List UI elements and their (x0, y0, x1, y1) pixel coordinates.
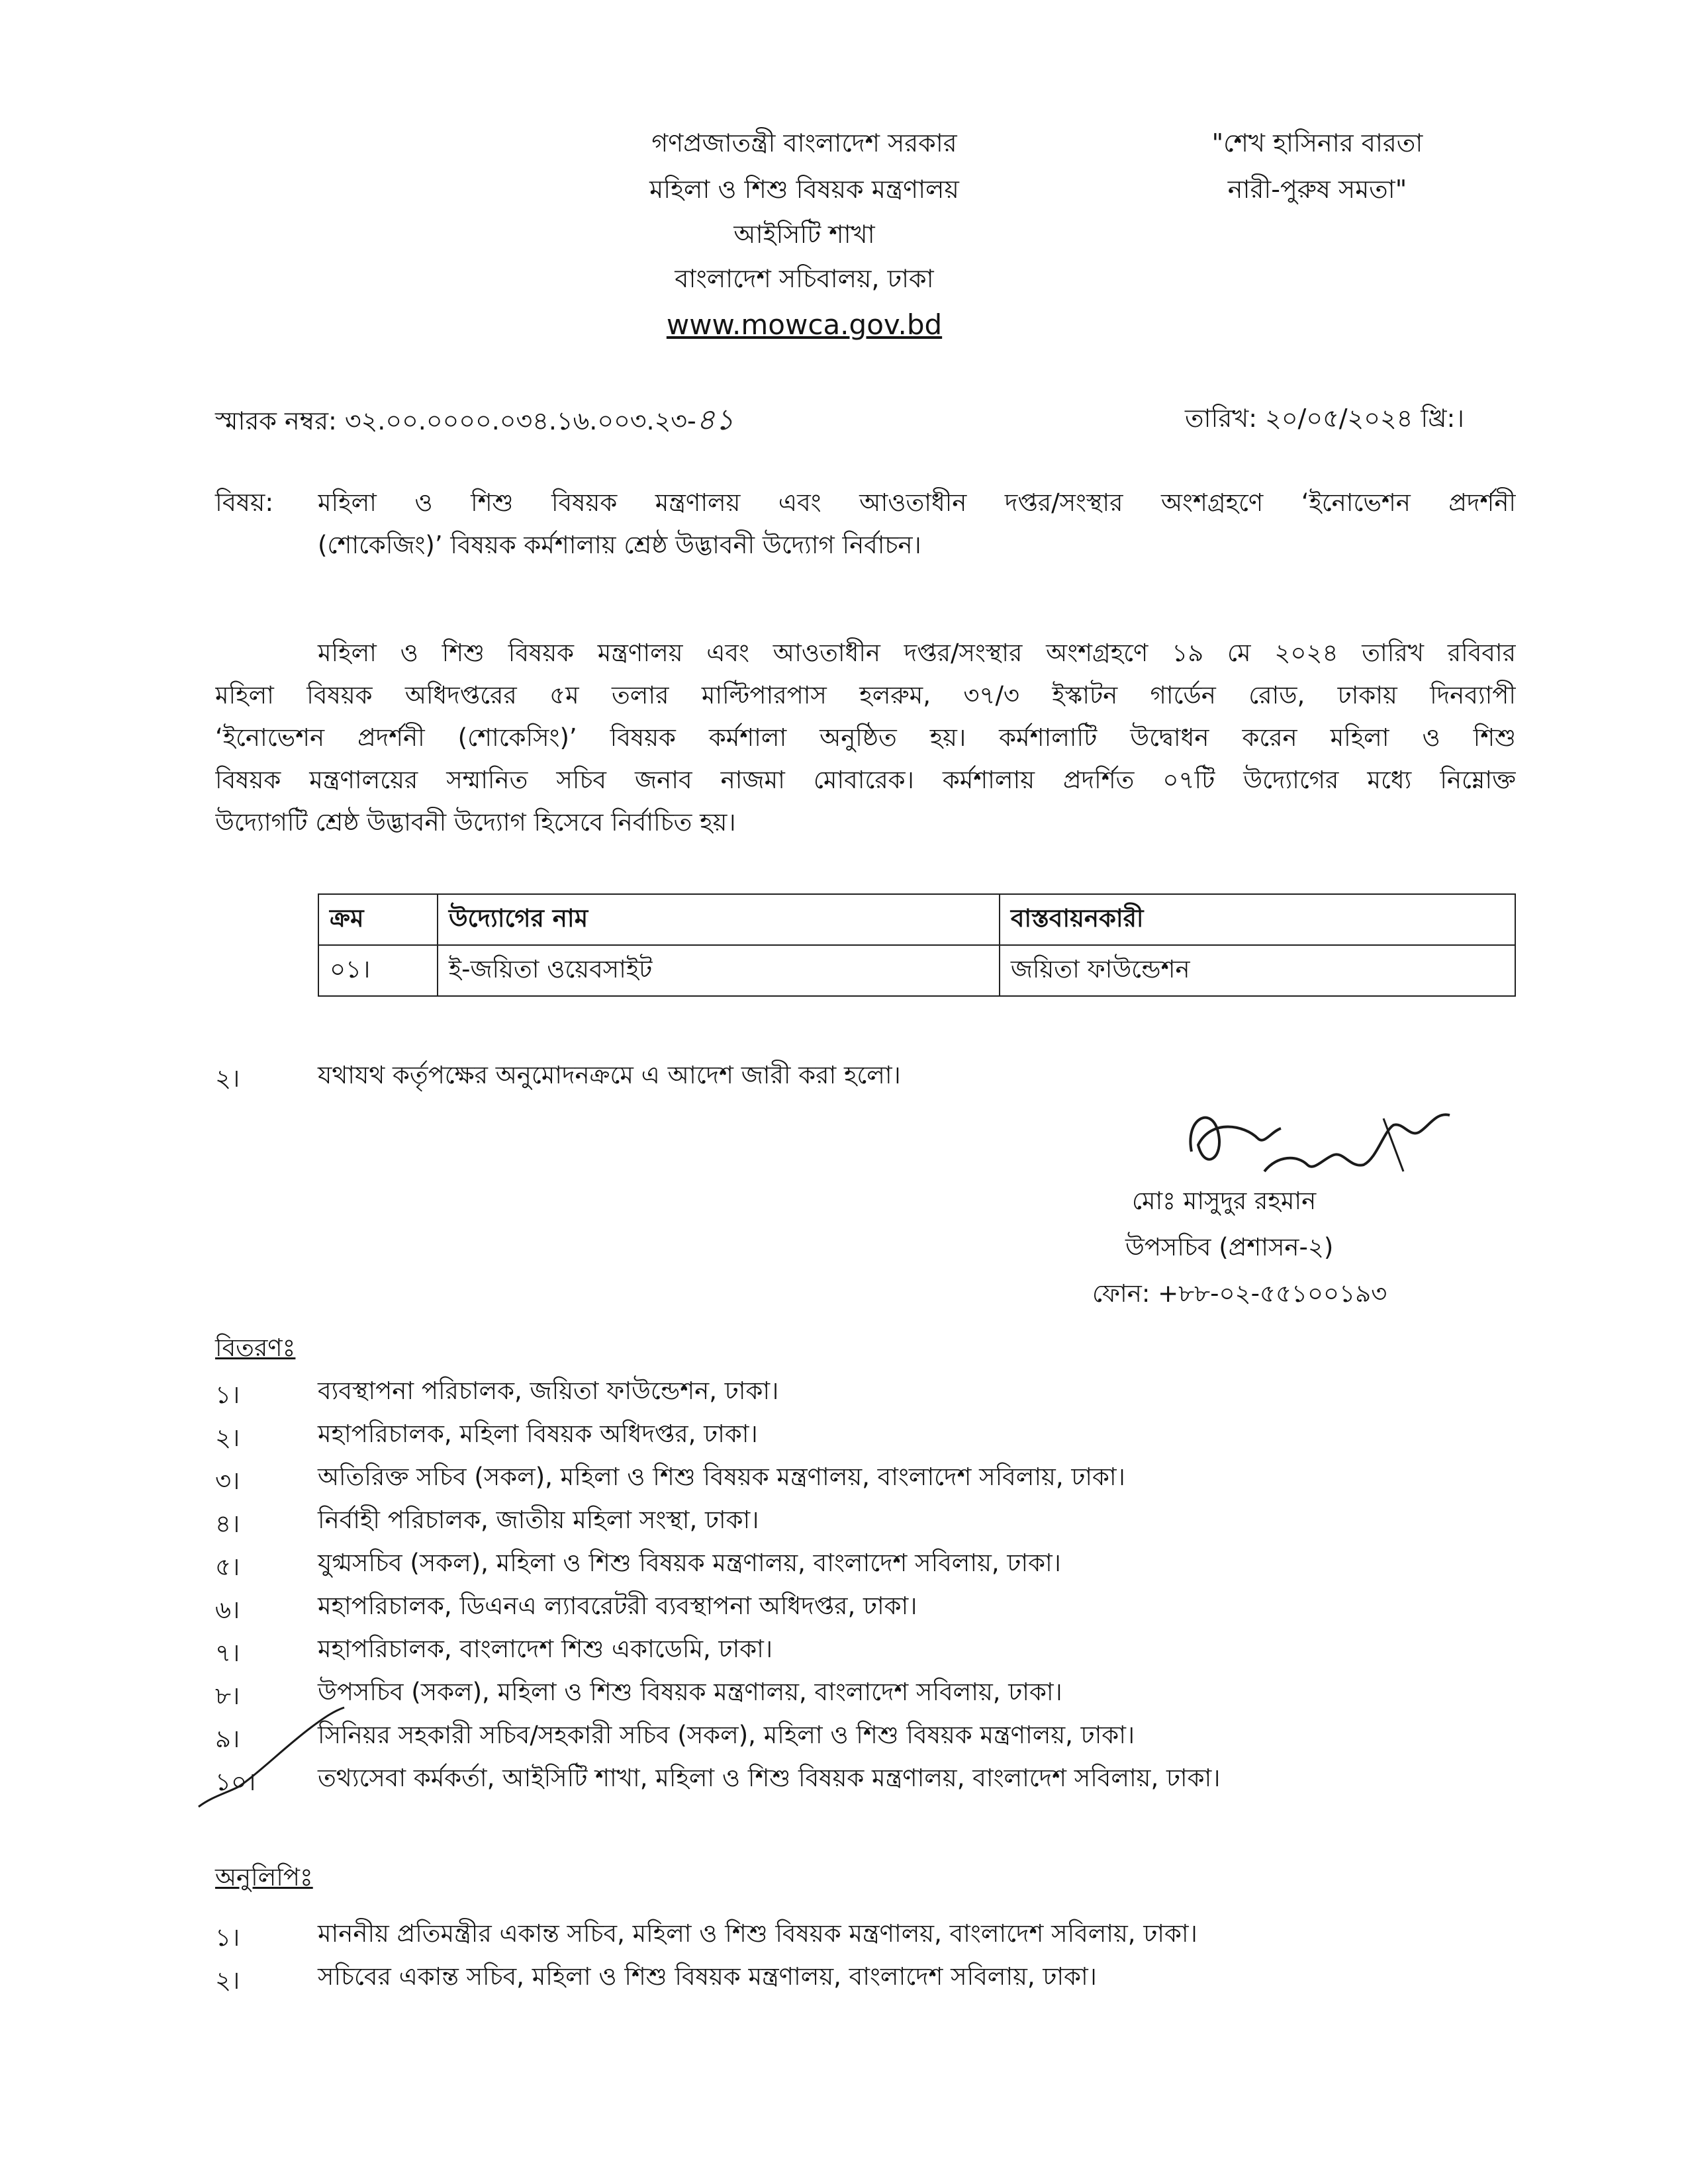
list-item-text: তথ্যসেবা কর্মকর্তা, আইসিটি শাখা, মহিলা ও শিশু বিষয়ক মন্ত্রণালয়, বাংলাদেশ সবিলায়, ঢাকা। (318, 1764, 1221, 1792)
header-address: বাংলাদেশ সচিবালয়, ঢাকা (675, 264, 934, 293)
list-item-text: নির্বাহী পরিচালক, জাতীয় মহিলা সংস্থা, ঢাকা। (318, 1506, 759, 1534)
list-item-text: মহাপরিচালক, ডিএনএ ল্যাবরেটরী ব্যবস্থাপনা অধিদপ্তর, ঢাকা। (318, 1592, 917, 1620)
body-line: উদ্যোগটি শ্রেষ্ঠ উদ্ভাবনী উদ্যোগ হিসেবে নির্বাচিত হয়। (215, 808, 736, 837)
list-item-number: ১০। (215, 1768, 256, 1796)
list-item-number: ১। (215, 1381, 240, 1409)
header-website[interactable]: www.mowca.gov.bd (666, 308, 943, 341)
list-item-number: ৪। (215, 1510, 240, 1538)
slogan-line-2: নারী-পুরুষ সমতা" (1227, 175, 1407, 204)
table-row (318, 945, 1515, 996)
list-item-text: সচিবের একান্ত সচিব, মহিলা ও শিশু বিষয়ক মন্ত্রণালয়, বাংলাদেশ সবিলায়, ঢাকা। (318, 1962, 1097, 1991)
table-cell-implementer: জয়িতা ফাউন্ডেশন (1000, 945, 1515, 996)
subject-line: মহিলা ও শিশু বিষয়ক মন্ত্রণালয় এবং আওতাধীন দপ্তর/সংস্থার অংশগ্রহণে ‘ইনোভেশন প্রদর্শনী (318, 488, 1516, 517)
list-item-number: ৫। (215, 1553, 240, 1581)
table-header-serial: ক্রম (318, 894, 438, 945)
table-header-row (318, 894, 1515, 945)
list-item-number: ২। (215, 1424, 240, 1452)
list-item-number: ২। (215, 1966, 240, 1995)
list-item-text: যুগ্মসচিব (সকল), মহিলা ও শিশু বিষয়ক মন্ত্রণালয়, বাংলাদেশ সবিলায়, ঢাকা। (318, 1549, 1061, 1577)
list-item-number: ৯। (215, 1725, 240, 1753)
table-cell-serial: ০১। (318, 945, 438, 996)
list-item-text: মহাপরিচালক, বাংলাদেশ শিশু একাডেমি, ঢাকা। (318, 1635, 773, 1663)
slogan-line-1: "শেখ হাসিনার বারতা (1211, 128, 1423, 158)
header-branch: আইসিটি শাখা (733, 220, 875, 249)
table-header-implementer: বাস্তবায়নকারী (1000, 894, 1515, 945)
list-item-number: ৬। (215, 1596, 240, 1624)
table-header-initiative: উদ্যোগের নাম (438, 894, 1000, 945)
header-govt: গণপ্রজাতন্ত্রী বাংলাদেশ সরকার (651, 128, 957, 158)
signatory-name: মোঃ মাসুদুর রহমান (1132, 1187, 1317, 1215)
order-text: যথাযথ কর্তৃপক্ষের অনুমোদনক্রমে এ আদেশ জারী করা হলো। (318, 1061, 901, 1089)
memo-date: তারিখ: ২০/০৫/২০২৪ খ্রি:। (1185, 404, 1464, 433)
body-line: মহিলা ও শিশু বিষয়ক মন্ত্রণালয় এবং আওতাধীন দপ্তর/সংস্থার অংশগ্রহণে ১৯ মে ২০২৪ তারিখ রবিবার (318, 639, 1516, 667)
table-cell-initiative: ই-জয়িতা ওয়েবসাইট (438, 945, 1000, 996)
memo-number (215, 403, 734, 437)
subject-label: বিষয়: (215, 488, 274, 517)
memo-number-text: স্মারক নম্বর: ৩২.০০.০০০০.০৩৪.১৬.০০৩.২৩- (215, 406, 696, 435)
list-item-text: ব্যবস্থাপনা পরিচালক, জয়িতা ফাউন্ডেশন, ঢাকা। (318, 1377, 779, 1405)
header-ministry: মহিলা ও শিশু বিষয়ক মন্ত্রণালয় (649, 175, 959, 204)
body-line: বিষয়ক মন্ত্রণালয়ের সম্মানিত সচিব জনাব নাজমা মোবারেক। কর্মশালায় প্রদর্শিত ০৭টি উদ্যোগের মধ্যে নিম্নোক্ত (215, 766, 1516, 794)
copy-heading: অনুলিপিঃ (215, 1863, 313, 1891)
list-item-text: সিনিয়র সহকারী সচিব/সহকারী সচিব (সকল), মহিলা ও শিশু বিষয়ক মন্ত্রণালয়, ঢাকা। (318, 1721, 1135, 1749)
handwritten-tick-mark (192, 1681, 351, 1827)
body-paragraph (215, 632, 1516, 844)
body-line: ‘ইনোভেশন প্রদর্শনী (শোকেসিং)’ বিষয়ক কর্মশালা অনুষ্ঠিত হয়। কর্মশালাটি উদ্বোধন করেন মহিলা ও শিশু (215, 723, 1516, 752)
list-item-text: মাননীয় প্রতিমন্ত্রীর একান্ত সচিব, মহিলা ও শিশু বিষয়ক মন্ত্রণালয়, বাংলাদেশ সবিলায়, ঢাকা। (318, 1919, 1197, 1948)
subject-text (318, 482, 1516, 567)
distribution-heading: বিতরণঃ (215, 1334, 296, 1362)
list-item-number: ১। (215, 1923, 240, 1952)
body-line: মহিলা বিষয়ক অধিদপ্তরের ৫ম তলার মাল্টিপারপাস হলরুম, ৩৭/৩ ইস্কাটন গার্ডেন রোড, ঢাকায় দিনব্যাপী (215, 681, 1516, 709)
list-item-number: ৮। (215, 1682, 240, 1710)
list-item-number: ৭। (215, 1639, 240, 1667)
memo-number-handwritten: ৪১ (696, 403, 734, 437)
order-number: ২। (215, 1064, 240, 1093)
list-item-number: ৩। (215, 1467, 240, 1495)
list-item-text: মহাপরিচালক, মহিলা বিষয়ক অধিদপ্তর, ঢাকা। (318, 1420, 758, 1448)
initiative-table (318, 893, 1516, 997)
signatory-designation: উপসচিব (প্রশাসন-২) (1125, 1233, 1334, 1261)
list-item-text: উপসচিব (সকল), মহিলা ও শিশু বিষয়ক মন্ত্রণালয়, বাংলাদেশ সবিলায়, ঢাকা। (318, 1678, 1062, 1706)
signatory-phone: ফোন: +৮৮-০২-৫৫১০০১৯৩ (1092, 1279, 1387, 1308)
subject-line: (শোকেজিং)’ বিষয়ক কর্মশালায় শ্রেষ্ঠ উদ্ভাবনী উদ্যোগ নির্বাচন। (318, 531, 921, 559)
list-item-text: অতিরিক্ত সচিব (সকল), মহিলা ও শিশু বিষয়ক মন্ত্রণালয়, বাংলাদেশ সবিলায়, ঢাকা। (318, 1463, 1125, 1491)
signature-graphic (1165, 1092, 1470, 1191)
